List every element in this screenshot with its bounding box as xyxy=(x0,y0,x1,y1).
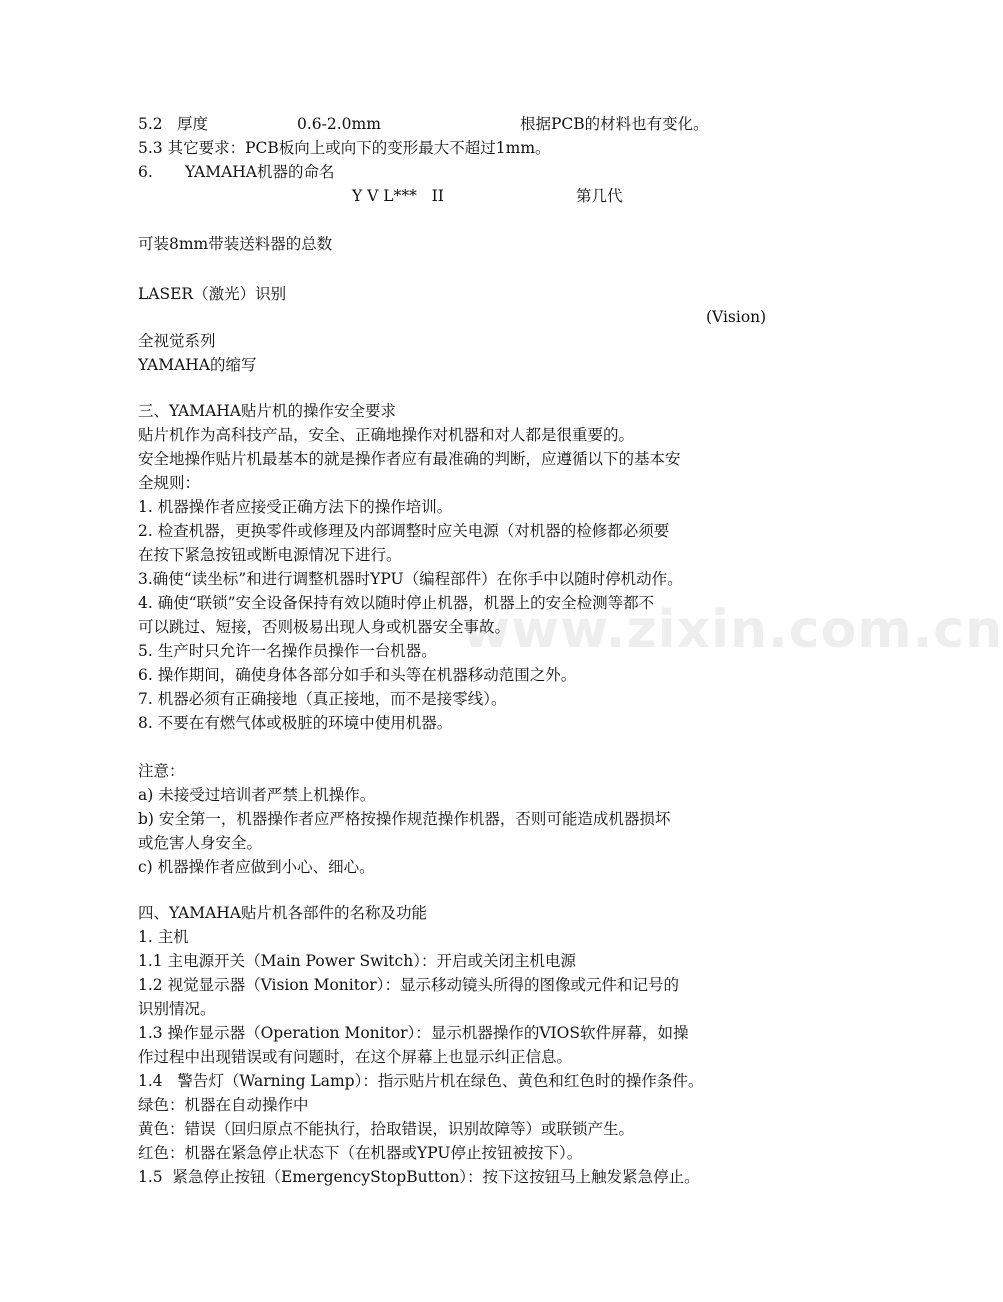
parts-1-4: 1.4 警告灯（Warning Lamp）：指示贴片机在绿色、黄色和红色时的操作条件。 xyxy=(138,1072,704,1090)
naming-code: Y V L*** II xyxy=(352,187,444,205)
naming-feeders: 可装8mm带装送料器的总数 xyxy=(138,235,333,253)
naming-abbrev: YAMAHA的缩写 xyxy=(138,356,257,374)
safety-rule-2: 2. 检查机器，更换零件或修理及内部调整时应关电源（对机器的检修都必须要 xyxy=(138,522,670,540)
parts-heading: 四、YAMAHA贴片机各部件的名称及功能 xyxy=(138,904,427,922)
section-6-number: 6. xyxy=(138,163,153,181)
spec-5-2-note: 根据PCB的材料也有变化。 xyxy=(520,115,709,133)
parts-main: 1. 主机 xyxy=(138,928,189,946)
parts-1-1: 1.1 主电源开关（Main Power Switch）：开启或关闭主机电源 xyxy=(138,952,576,970)
parts-1-3-cont: 作过程中出现错误或有问题时，在这个屏幕上也显示纠正信息。 xyxy=(138,1048,573,1066)
lamp-yellow: 黄色：错误（回归原点不能执行，拾取错误，识别故障等）或联锁产生。 xyxy=(138,1120,635,1138)
safety-rule-2-cont: 在按下紧急按钮或断电源情况下进行。 xyxy=(138,546,402,564)
watermark: www.zixin.com.cn xyxy=(462,600,1003,660)
naming-generation: 第几代 xyxy=(576,187,623,205)
safety-rule-7: 7. 机器必须有正确接地（真正接地，而不是接零线）。 xyxy=(138,690,507,708)
safety-rule-3: 3.确使“读坐标”和进行调整机器时YPU（编程部件）在你手中以随时停机动作。 xyxy=(138,570,683,588)
naming-full-vision: 全视觉系列 xyxy=(138,332,216,350)
safety-heading: 三、YAMAHA贴片机的操作安全要求 xyxy=(138,402,396,420)
notice-b: b) 安全第一，机器操作者应严格按操作规范操作机器，否则可能造成机器损坏 xyxy=(138,810,671,828)
notice-a: a) 未接受过培训者严禁上机操作。 xyxy=(138,786,376,804)
safety-rule-8: 8. 不要在有燃气体或极脏的环境中使用机器。 xyxy=(138,714,453,732)
safety-rules-intro-cont: 全规则： xyxy=(138,474,201,492)
parts-1-2-cont: 识别情况。 xyxy=(138,1000,216,1018)
naming-vision: (Vision) xyxy=(706,308,767,326)
parts-1-2: 1.2 视觉显示器（Vision Monitor）：显示移动镜头所得的图像或元件和记号的 xyxy=(138,976,679,994)
safety-rule-6: 6. 操作期间，确使身体各部分如手和头等在机器移动范围之外。 xyxy=(138,666,577,684)
spec-5-2-value: 0.6-2.0mm xyxy=(297,115,381,133)
spec-5-2-number: 5.2 xyxy=(138,115,163,133)
notice-c: c) 机器操作者应做到小心、细心。 xyxy=(138,858,375,876)
notice-b-cont: 或危害人身安全。 xyxy=(138,834,263,852)
spec-5-2-label: 厚度 xyxy=(177,115,209,133)
spec-5-3: 5.3 其它要求：PCB板向上或向下的变形最大不超过1mm。 xyxy=(138,139,551,157)
section-6-title: YAMAHA机器的命名 xyxy=(185,163,335,181)
lamp-green: 绿色：机器在自动操作中 xyxy=(138,1096,309,1114)
parts-1-5: 1.5 紧急停止按钮（EmergencyStopButton）：按下这按钮马上触发紧急停止。 xyxy=(138,1168,700,1186)
notice-heading: 注意： xyxy=(138,762,185,780)
naming-laser: LASER（激光）识别 xyxy=(138,285,287,303)
parts-1-3: 1.3 操作显示器（Operation Monitor）：显示机器操作的VIOS软件屏幕，如操 xyxy=(138,1024,689,1042)
lamp-red: 红色：机器在紧急停止状态下（在机器或YPU停止按钮被按下）。 xyxy=(138,1144,583,1162)
safety-intro: 贴片机作为高科技产品，安全、正确地操作对机器和对人都是很重要的。 xyxy=(138,426,635,444)
safety-rules-intro: 安全地操作贴片机最基本的就是操作者应有最准确的判断，应遵循以下的基本安 xyxy=(138,450,681,468)
safety-rule-4-cont: 可以跳过、短接，否则极易出现人身或机器安全事故。 xyxy=(138,618,511,636)
safety-rule-4: 4. 确使“联锁”安全设备保持有效以随时停止机器，机器上的安全检测等都不 xyxy=(138,594,655,612)
safety-rule-1: 1. 机器操作者应接受正确方法下的操作培训。 xyxy=(138,498,453,516)
safety-rule-5: 5. 生产时只允许一名操作员操作一台机器。 xyxy=(138,642,437,660)
